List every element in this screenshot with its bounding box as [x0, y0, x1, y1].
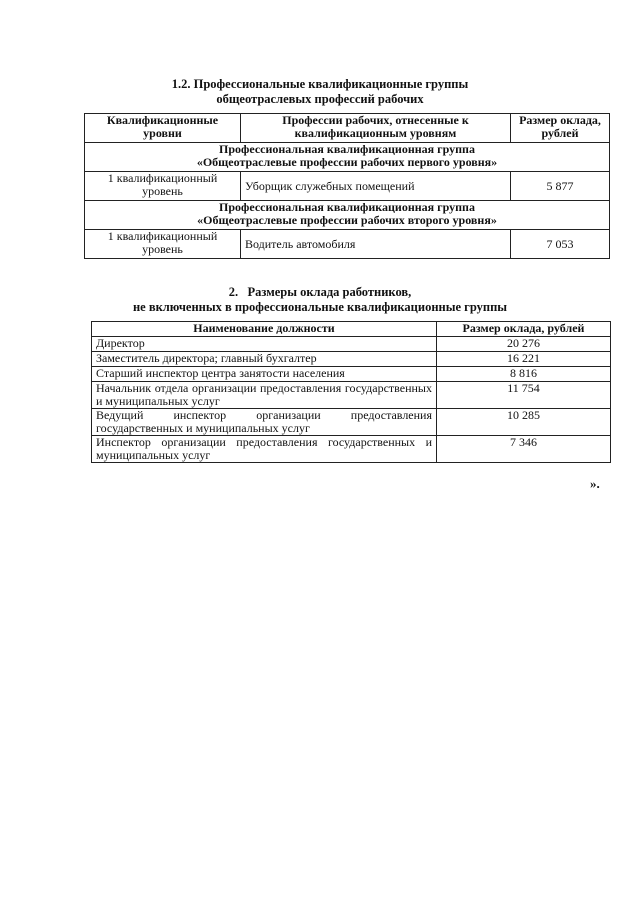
salary-cell: 16 221: [437, 352, 611, 367]
table-row: [85, 230, 610, 259]
group-name-line1: Профессиональная квалификационная группа: [219, 200, 475, 214]
position-cell: Инспектор организации предоставления государственных и муниципальных услуг: [92, 436, 437, 463]
group-row: [85, 201, 610, 230]
salary-cell: 7 053: [511, 230, 610, 259]
header-professions: Профессии рабочих, отнесенные к квалификационным уровням: [241, 114, 511, 143]
table-row: [92, 352, 611, 367]
position-cell: Старший инспектор центра занятости населения: [92, 367, 437, 382]
level-cell: 1 квалификационный уровень: [85, 230, 241, 259]
table-row: [92, 382, 611, 409]
header-salary: Размер оклада, рублей: [437, 322, 611, 337]
table-row: [85, 172, 610, 201]
salary-table: [91, 321, 611, 463]
position-cell: Директор: [92, 337, 437, 352]
group-row: [85, 143, 610, 172]
header-levels: Квалификационные уровни: [85, 114, 241, 143]
section1-title-line1: 1.2. Профессиональные квалификационные группы: [171, 77, 469, 91]
group-name: [85, 143, 610, 172]
salary-cell: 7 346: [437, 436, 611, 463]
table-row: [92, 367, 611, 382]
salary-cell: 11 754: [437, 382, 611, 409]
salary-cell: 8 816: [437, 367, 611, 382]
salary-cell: 5 877: [511, 172, 610, 201]
section2-title-line1: 2. Размеры оклада работников,: [228, 285, 412, 299]
section2-title-line2: не включенных в профессиональные квалификационные группы: [132, 300, 508, 314]
table-header-row: [92, 322, 611, 337]
qualification-groups-table: [84, 113, 610, 259]
table-header-row: [85, 114, 610, 143]
header-position: Наименование должности: [92, 322, 437, 337]
group-name: [85, 201, 610, 230]
section2-title: [0, 285, 640, 315]
position-cell: Ведущий инспектор организации предоставления государственных и муниципальных услуг: [92, 409, 437, 436]
table-row: [92, 337, 611, 352]
profession-cell: Уборщик служебных помещений: [241, 172, 511, 201]
table-row: [92, 436, 611, 463]
closing-quote: ».: [590, 476, 600, 491]
header-salary: Размер оклада, рублей: [511, 114, 610, 143]
salary-cell: 10 285: [437, 409, 611, 436]
group-name-line1: Профессиональная квалификационная группа: [219, 142, 475, 156]
section1-title: [0, 77, 640, 107]
group-name-line2: «Общеотраслевые профессии рабочих первого уровня»: [196, 155, 498, 169]
position-cell: Начальник отдела организации предоставления государственных и муниципальных услуг: [92, 382, 437, 409]
profession-cell: Водитель автомобиля: [241, 230, 511, 259]
section1-title-line2: общеотраслевых профессий рабочих: [216, 92, 424, 106]
table-row: [92, 409, 611, 436]
position-cell: Заместитель директора; главный бухгалтер: [92, 352, 437, 367]
salary-cell: 20 276: [437, 337, 611, 352]
group-name-line2: «Общеотраслевые профессии рабочих второго уровня»: [197, 213, 497, 227]
level-cell: 1 квалификационный уровень: [85, 172, 241, 201]
